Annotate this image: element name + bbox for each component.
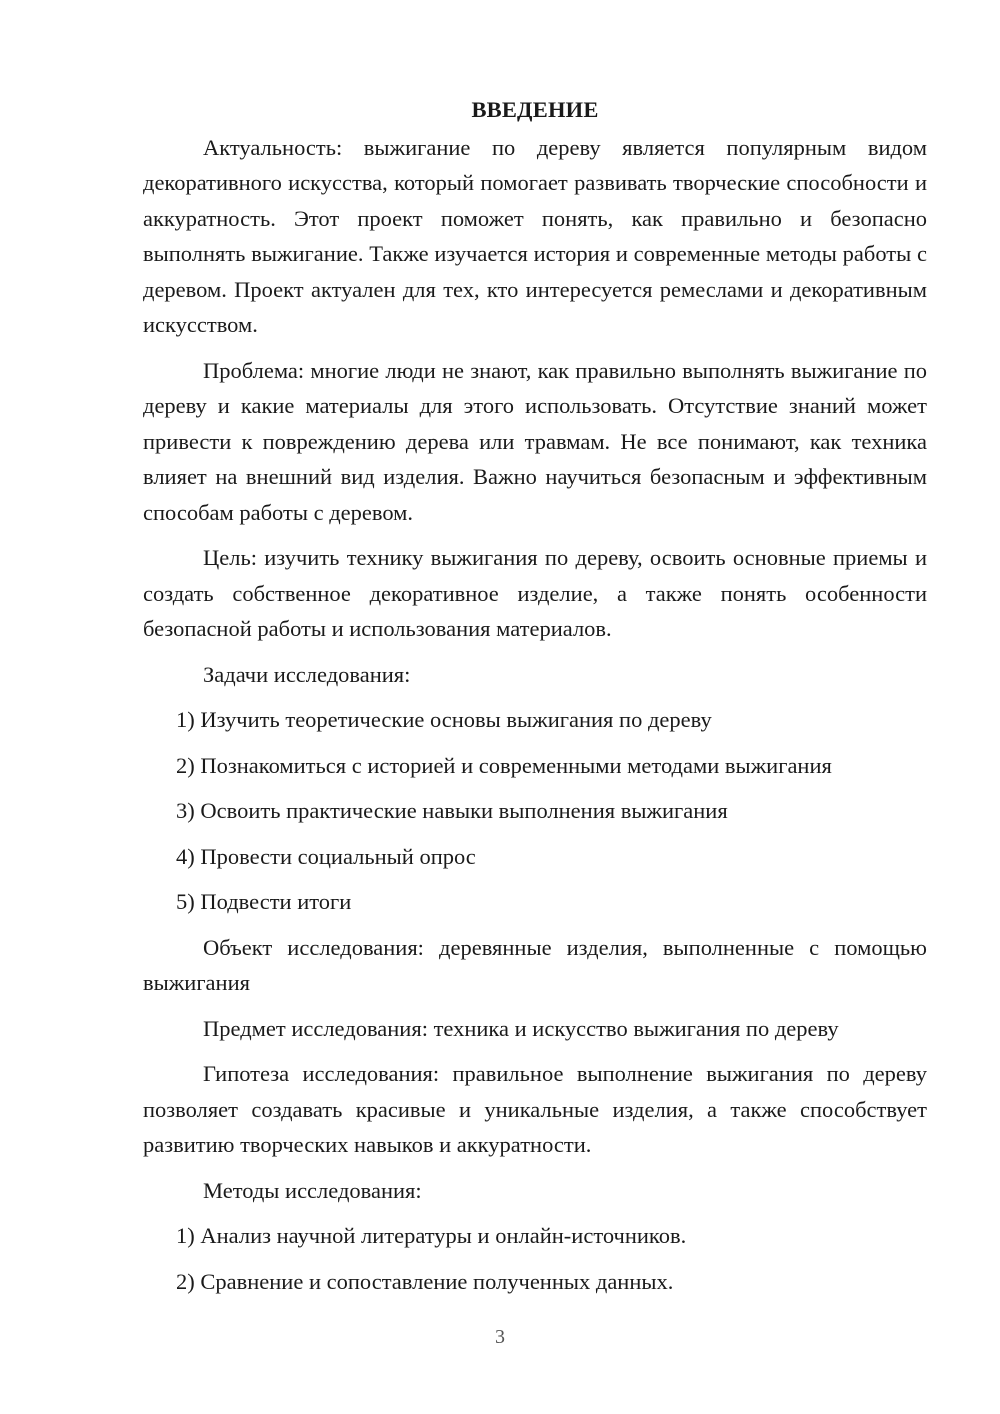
page-number: 3	[495, 1326, 505, 1348]
tasks-heading: Задачи исследования:	[203, 661, 411, 687]
list-item: 3) Освоить практические навыки выполнения выжигания	[176, 798, 728, 823]
relevance-paragraph: Актуальность: выжигание по дереву является популярным видом декоративного искусства, который помогает развивать творческие способности и аккуратность. Этот проект поможет понять, как правильно и безопасно выполнять выжигание. Также изучается история и современные методы работы с деревом. Проект актуален для тех, кто интересуется ремеслами и декоративным искусством.	[143, 134, 927, 337]
list-item: 1) Изучить теоретические основы выжигания по дереву	[176, 707, 712, 732]
goal-paragraph: Цель: изучить технику выжигания по дереву, освоить основные приемы и создать собственное декоративное изделие, а также понять особенности безопасной работы и использования материалов.	[143, 545, 927, 641]
problem-paragraph: Проблема: многие люди не знают, как правильно выполнять выжигание по дереву и какие материалы для этого использовать. Отсутствие знаний может привести к повреждению дерева или травмам. Не все понимают, как техника влияет на внешний вид изделия. Важно научиться безопасным и эффективным способам работы с деревом.	[143, 357, 927, 525]
page-content	[143, 92, 927, 1309]
list-item: 2) Познакомиться с историей и современными методами выжигания	[176, 752, 832, 778]
list-item: 4) Провести социальный опрос	[176, 843, 476, 869]
section-title: ВВЕДЕНИЕ	[471, 97, 599, 122]
object-paragraph: Объект исследования: деревянные изделия, выполненные с помощью выжигания	[143, 934, 927, 995]
list-item: 5) Подвести итоги	[176, 889, 352, 914]
subject-paragraph: Предмет исследования: техника и искусство выжигания по дереву	[203, 1015, 839, 1041]
hypothesis-paragraph: Гипотеза исследования: правильное выполнение выжигания по дереву позволяет создавать красивые и уникальные изделия, а также способствует развитию творческих навыков и аккуратности.	[143, 1061, 927, 1157]
list-item: 2) Сравнение и сопоставление полученных данных.	[176, 1268, 674, 1294]
list-item: 1) Анализ научной литературы и онлайн-источников.	[176, 1223, 687, 1248]
methods-heading: Методы исследования:	[203, 1177, 422, 1203]
